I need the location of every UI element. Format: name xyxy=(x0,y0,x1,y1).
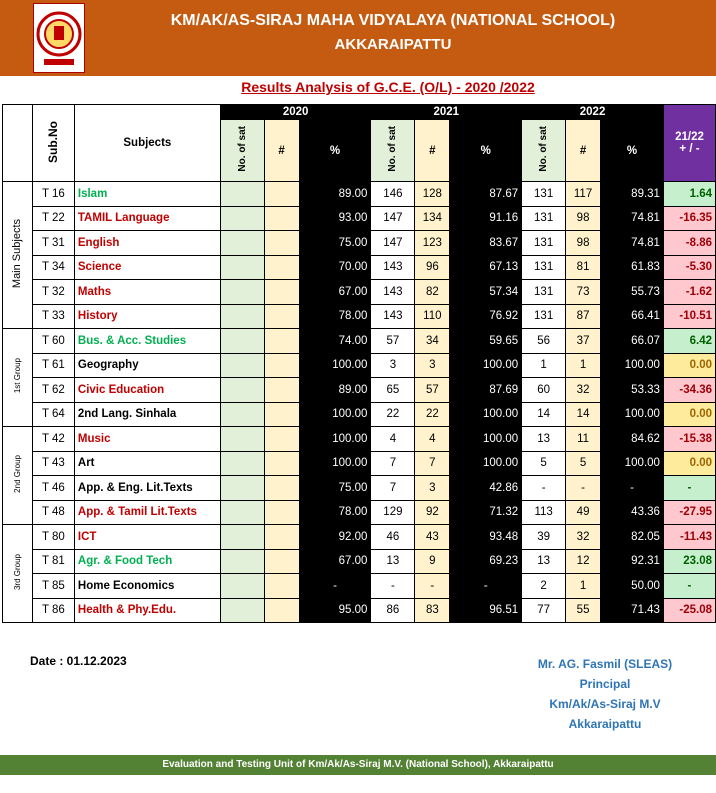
subject-code: T 64 xyxy=(32,402,74,427)
table-row xyxy=(3,500,716,525)
report-title: Results Analysis of G.C.E. (O/L) - 2020 /2022 xyxy=(241,79,535,95)
table-row xyxy=(3,427,716,452)
pass-count-2021: 4 xyxy=(415,427,450,452)
subject-name: Geography xyxy=(74,353,220,378)
pass-count-2022: 5 xyxy=(566,451,601,476)
difference-value: -34.36 xyxy=(663,378,715,403)
subject-code: T 42 xyxy=(32,427,74,452)
sat-2020 xyxy=(220,402,264,427)
percent-2022: 53.33 xyxy=(601,378,664,403)
percent-2020: 95.00 xyxy=(299,598,371,623)
sat-2020 xyxy=(220,525,264,550)
subject-name: English xyxy=(74,231,220,256)
percent-2021: 83.67 xyxy=(450,231,522,256)
group-label: 3rd Group xyxy=(12,553,22,591)
sat-2020 xyxy=(220,549,264,574)
sat-2022: 131 xyxy=(522,280,566,305)
percent-2022: 66.41 xyxy=(601,304,664,329)
sat-2020 xyxy=(220,574,264,599)
table-row xyxy=(3,451,716,476)
group-label-cell xyxy=(3,427,33,525)
pass-count-2021: 57 xyxy=(415,378,450,403)
pass-count-2022: 14 xyxy=(566,402,601,427)
subject-code: T 16 xyxy=(32,182,74,207)
subject-code: T 46 xyxy=(32,476,74,501)
pass-count-2021: 92 xyxy=(415,500,450,525)
pass-count-2022: 1 xyxy=(566,353,601,378)
table-row xyxy=(3,280,716,305)
sat-2021: - xyxy=(371,574,415,599)
pass-count-2021: 34 xyxy=(415,329,450,354)
pass-count-2021: 43 xyxy=(415,525,450,550)
sat-2022: 131 xyxy=(522,304,566,329)
sat-2020 xyxy=(220,500,264,525)
difference-value: 1.64 xyxy=(663,182,715,207)
sat-2021: 143 xyxy=(371,304,415,329)
subject-name: Bus. & Acc. Studies xyxy=(74,329,220,354)
sat-2020-header: No. of sat xyxy=(220,120,264,182)
sat-2022: 77 xyxy=(522,598,566,623)
pass-count-2021: 9 xyxy=(415,549,450,574)
pass-count-2021: 3 xyxy=(415,476,450,501)
pass-count-2020 xyxy=(264,378,299,403)
pass-count-2020 xyxy=(264,329,299,354)
table-row xyxy=(3,304,716,329)
percent-2021: 93.48 xyxy=(450,525,522,550)
sat-2020 xyxy=(220,378,264,403)
pass-count-2022: 98 xyxy=(566,206,601,231)
pass-count-2021: 83 xyxy=(415,598,450,623)
pass-count-2021: 134 xyxy=(415,206,450,231)
pass-count-2020 xyxy=(264,451,299,476)
sat-2022: 1 xyxy=(522,353,566,378)
subject-name: Islam xyxy=(74,182,220,207)
year-2020-header: 2020 xyxy=(220,105,371,120)
pass-count-2020 xyxy=(264,427,299,452)
sat-2022: 2 xyxy=(522,574,566,599)
pass-count-2022: - xyxy=(566,476,601,501)
school-short-name: Km/Ak/As-Siraj M.V xyxy=(549,697,661,711)
subject-code: T 86 xyxy=(32,598,74,623)
sat-2022: 131 xyxy=(522,206,566,231)
table-row xyxy=(3,378,716,403)
percent-2021: 96.51 xyxy=(450,598,522,623)
pass-count-2020 xyxy=(264,549,299,574)
subject-name: Music xyxy=(74,427,220,452)
percent-2021: 69.23 xyxy=(450,549,522,574)
sat-2020 xyxy=(220,353,264,378)
subject-code: T 61 xyxy=(32,353,74,378)
table-row xyxy=(3,476,716,501)
percent-2020: 70.00 xyxy=(299,255,371,280)
difference-value: -25.08 xyxy=(663,598,715,623)
percent-2020-header: % xyxy=(299,120,371,182)
percent-2022: 100.00 xyxy=(601,451,664,476)
footer-bar: Evaluation and Testing Unit of Km/Ak/As-Siraj M.V. (National School), Akkaraipattu xyxy=(0,755,716,775)
pass-count-2021: 123 xyxy=(415,231,450,256)
difference-value: - xyxy=(663,476,715,501)
percent-2021: 100.00 xyxy=(450,451,522,476)
hash-2020-header: # xyxy=(264,120,299,182)
subjects-header: Subjects xyxy=(74,105,220,182)
pass-count-2020 xyxy=(264,255,299,280)
pass-count-2020 xyxy=(264,476,299,501)
table-row xyxy=(3,574,716,599)
percent-2020: 74.00 xyxy=(299,329,371,354)
sat-2020 xyxy=(220,476,264,501)
group-label: 1st Group xyxy=(12,358,22,394)
difference-value: 0.00 xyxy=(663,353,715,378)
subject-code: T 32 xyxy=(32,280,74,305)
percent-2022: 50.00 xyxy=(601,574,664,599)
sat-2022: 113 xyxy=(522,500,566,525)
school-location: AKKARAIPATTU xyxy=(334,36,452,53)
sat-2022: 131 xyxy=(522,182,566,207)
pass-count-2022: 32 xyxy=(566,378,601,403)
group-label-cell xyxy=(3,525,33,623)
subject-name: Agr. & Food Tech xyxy=(74,549,220,574)
pass-count-2021: 3 xyxy=(415,353,450,378)
difference-value: 0.00 xyxy=(663,451,715,476)
sat-2022: 13 xyxy=(522,427,566,452)
subject-name: Health & Phy.Edu. xyxy=(74,598,220,623)
table-row xyxy=(3,598,716,623)
year-2021-header: 2021 xyxy=(371,105,522,120)
subject-code: T 60 xyxy=(32,329,74,354)
pass-count-2022: 55 xyxy=(566,598,601,623)
table-row xyxy=(3,549,716,574)
pass-count-2022: 81 xyxy=(566,255,601,280)
percent-2020: 75.00 xyxy=(299,231,371,256)
sat-2021: 46 xyxy=(371,525,415,550)
pass-count-2022: 37 xyxy=(566,329,601,354)
table-row xyxy=(3,402,716,427)
difference-value: -16.35 xyxy=(663,206,715,231)
sat-2022-header: No. of sat xyxy=(522,120,566,182)
percent-2020: 78.00 xyxy=(299,304,371,329)
subject-name: TAMIL Language xyxy=(74,206,220,231)
table-row xyxy=(3,231,716,256)
percent-2021: 100.00 xyxy=(450,402,522,427)
group-label-cell xyxy=(3,182,33,329)
subject-code: T 31 xyxy=(32,231,74,256)
percent-2022: 100.00 xyxy=(601,353,664,378)
percent-2020: 67.00 xyxy=(299,280,371,305)
pass-count-2020 xyxy=(264,574,299,599)
percent-2021: 100.00 xyxy=(450,353,522,378)
subject-name: History xyxy=(74,304,220,329)
percent-2020: 67.00 xyxy=(299,549,371,574)
subject-code: T 48 xyxy=(32,500,74,525)
subject-name: App. & Eng. Lit.Texts xyxy=(74,476,220,501)
percent-2021: 71.32 xyxy=(450,500,522,525)
difference-value: -11.43 xyxy=(663,525,715,550)
school-town: Akkaraipattu xyxy=(568,717,642,731)
pass-count-2021: 22 xyxy=(415,402,450,427)
sat-2020 xyxy=(220,255,264,280)
subject-name: Maths xyxy=(74,280,220,305)
sat-2021: 143 xyxy=(371,280,415,305)
sat-2021: 147 xyxy=(371,231,415,256)
percent-2022: - xyxy=(601,476,664,501)
difference-value: -5.30 xyxy=(663,255,715,280)
percent-2022: 100.00 xyxy=(601,402,664,427)
table-row xyxy=(3,206,716,231)
difference-value: 0.00 xyxy=(663,402,715,427)
group-label: 2nd Group xyxy=(12,455,22,493)
header-banner xyxy=(0,0,716,76)
pass-count-2020 xyxy=(264,598,299,623)
year-2022-header: 2022 xyxy=(522,105,664,120)
percent-2022: 74.81 xyxy=(601,231,664,256)
sat-2022: 5 xyxy=(522,451,566,476)
hash-2022-header: # xyxy=(566,120,601,182)
subject-code: T 62 xyxy=(32,378,74,403)
report-date: Date : 01.12.2023 xyxy=(30,654,127,668)
sat-2021: 147 xyxy=(371,206,415,231)
percent-2022: 89.31 xyxy=(601,182,664,207)
subject-code: T 22 xyxy=(32,206,74,231)
sat-2021: 3 xyxy=(371,353,415,378)
percent-2021: 100.00 xyxy=(450,427,522,452)
sat-2021: 4 xyxy=(371,427,415,452)
sat-2020 xyxy=(220,231,264,256)
pass-count-2022: 11 xyxy=(566,427,601,452)
sat-2021: 22 xyxy=(371,402,415,427)
subject-name: Home Economics xyxy=(74,574,220,599)
percent-2021: 57.34 xyxy=(450,280,522,305)
percent-2020: 100.00 xyxy=(299,427,371,452)
percent-2021: 59.65 xyxy=(450,329,522,354)
sat-2020 xyxy=(220,280,264,305)
table-row xyxy=(3,182,716,207)
pass-count-2022: 49 xyxy=(566,500,601,525)
subject-code: T 80 xyxy=(32,525,74,550)
percent-2020: 89.00 xyxy=(299,378,371,403)
pass-count-2021: 7 xyxy=(415,451,450,476)
sat-2021: 57 xyxy=(371,329,415,354)
sat-2022: 39 xyxy=(522,525,566,550)
subject-name: 2nd Lang. Sinhala xyxy=(74,402,220,427)
percent-2021: 42.86 xyxy=(450,476,522,501)
percent-2022: 82.05 xyxy=(601,525,664,550)
subject-name: ICT xyxy=(74,525,220,550)
difference-value: -27.95 xyxy=(663,500,715,525)
results-body xyxy=(3,182,716,623)
table-row xyxy=(3,353,716,378)
subject-code: T 34 xyxy=(32,255,74,280)
pass-count-2021: 96 xyxy=(415,255,450,280)
sat-2021: 143 xyxy=(371,255,415,280)
percent-2020: 100.00 xyxy=(299,353,371,378)
percent-2022: 61.83 xyxy=(601,255,664,280)
difference-value: 23.08 xyxy=(663,549,715,574)
percent-2022-header: % xyxy=(601,120,664,182)
percent-2021: - xyxy=(450,574,522,599)
group-label-cell xyxy=(3,329,33,427)
subject-code: T 85 xyxy=(32,574,74,599)
pass-count-2021: 128 xyxy=(415,182,450,207)
sat-2021: 86 xyxy=(371,598,415,623)
subject-code: T 81 xyxy=(32,549,74,574)
difference-value: -8.86 xyxy=(663,231,715,256)
percent-2022: 92.31 xyxy=(601,549,664,574)
percent-2021: 91.16 xyxy=(450,206,522,231)
sub-no-header: Sub.No xyxy=(32,105,74,182)
pass-count-2020 xyxy=(264,304,299,329)
pass-count-2020 xyxy=(264,500,299,525)
percent-2020: 78.00 xyxy=(299,500,371,525)
percent-2020: 100.00 xyxy=(299,402,371,427)
difference-value: 6.42 xyxy=(663,329,715,354)
sat-2021: 65 xyxy=(371,378,415,403)
subject-name: Art xyxy=(74,451,220,476)
pass-count-2022: 32 xyxy=(566,525,601,550)
pass-count-2020 xyxy=(264,280,299,305)
pass-count-2021: - xyxy=(415,574,450,599)
percent-2022: 71.43 xyxy=(601,598,664,623)
percent-2020: - xyxy=(299,574,371,599)
pass-count-2022: 117 xyxy=(566,182,601,207)
sat-2022: 131 xyxy=(522,231,566,256)
percent-2020: 75.00 xyxy=(299,476,371,501)
percent-2020: 89.00 xyxy=(299,182,371,207)
subject-name: Science xyxy=(74,255,220,280)
percent-2021: 76.92 xyxy=(450,304,522,329)
sat-2022: 131 xyxy=(522,255,566,280)
pass-count-2020 xyxy=(264,525,299,550)
principal-title: Principal xyxy=(579,677,631,691)
pass-count-2022: 1 xyxy=(566,574,601,599)
sat-2021: 129 xyxy=(371,500,415,525)
pass-count-2022: 98 xyxy=(566,231,601,256)
school-name: KM/AK/AS-SIRAJ MAHA VIDYALAYA (NATIONAL SCHOOL) xyxy=(170,12,616,29)
pass-count-2020 xyxy=(264,206,299,231)
group-header-cell xyxy=(3,105,33,182)
sat-2021: 146 xyxy=(371,182,415,207)
subject-code: T 43 xyxy=(32,451,74,476)
pass-count-2020 xyxy=(264,231,299,256)
pass-count-2020 xyxy=(264,353,299,378)
difference-value: - xyxy=(663,574,715,599)
hash-2021-header: # xyxy=(415,120,450,182)
percent-2020: 92.00 xyxy=(299,525,371,550)
percent-2022: 84.62 xyxy=(601,427,664,452)
difference-value: -1.62 xyxy=(663,280,715,305)
subject-name: App. & Tamil Lit.Texts xyxy=(74,500,220,525)
percent-2022: 74.81 xyxy=(601,206,664,231)
difference-header: 21/22 + / - xyxy=(663,105,715,182)
sat-2021-header: No. of sat xyxy=(371,120,415,182)
subject-code: T 33 xyxy=(32,304,74,329)
difference-value: -10.51 xyxy=(663,304,715,329)
pass-count-2020 xyxy=(264,182,299,207)
difference-value: -15.38 xyxy=(663,427,715,452)
percent-2020: 100.00 xyxy=(299,451,371,476)
subject-name: Civic Education xyxy=(74,378,220,403)
percent-2022: 66.07 xyxy=(601,329,664,354)
pass-count-2022: 87 xyxy=(566,304,601,329)
sat-2020 xyxy=(220,427,264,452)
sat-2021: 7 xyxy=(371,451,415,476)
percent-2021: 87.67 xyxy=(450,182,522,207)
sat-2020 xyxy=(220,304,264,329)
percent-2021-header: % xyxy=(450,120,522,182)
percent-2022: 43.36 xyxy=(601,500,664,525)
sat-2020 xyxy=(220,182,264,207)
percent-2021: 67.13 xyxy=(450,255,522,280)
pass-count-2022: 12 xyxy=(566,549,601,574)
sat-2020 xyxy=(220,206,264,231)
sat-2022: 60 xyxy=(522,378,566,403)
table-row xyxy=(3,329,716,354)
sat-2020 xyxy=(220,451,264,476)
principal-signature-block xyxy=(520,654,690,734)
pass-count-2021: 110 xyxy=(415,304,450,329)
sat-2022: 14 xyxy=(522,402,566,427)
sat-2021: 7 xyxy=(371,476,415,501)
sat-2020 xyxy=(220,329,264,354)
principal-name: Mr. AG. Fasmil (SLEAS) xyxy=(537,657,673,671)
sat-2022: - xyxy=(522,476,566,501)
sat-2022: 56 xyxy=(522,329,566,354)
percent-2021: 87.69 xyxy=(450,378,522,403)
percent-2020: 93.00 xyxy=(299,206,371,231)
group-label: Main Subjects xyxy=(11,218,24,289)
percent-2022: 55.73 xyxy=(601,280,664,305)
pass-count-2022: 73 xyxy=(566,280,601,305)
table-row xyxy=(3,255,716,280)
results-table xyxy=(2,104,716,623)
pass-count-2020 xyxy=(264,402,299,427)
pass-count-2021: 82 xyxy=(415,280,450,305)
table-row xyxy=(3,525,716,550)
sat-2020 xyxy=(220,598,264,623)
sat-2021: 13 xyxy=(371,549,415,574)
sat-2022: 13 xyxy=(522,549,566,574)
